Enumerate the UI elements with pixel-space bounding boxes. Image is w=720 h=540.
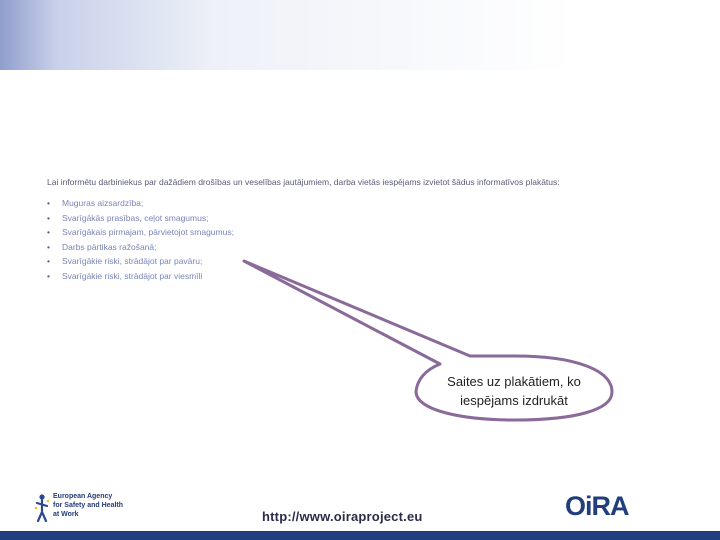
poster-link-food-production[interactable]: Darbs pārtikas ražošanā;	[62, 241, 157, 252]
poster-link-item[interactable]: • Svarīgākās prasības, ceļot smagumus;	[47, 212, 209, 223]
callout-line-2: iespējams izdrukāt	[460, 393, 568, 408]
eu-osha-figure-icon	[33, 493, 51, 523]
callout-line-1: Saites uz plakātiem, ko	[447, 374, 581, 389]
eu-osha-logo	[33, 491, 123, 525]
intro-text: Lai informētu darbiniekus par dažādiem drošības un veselības jautājumiem, darba vietās iespējams izvietot šādus informatīvos plakātus:	[47, 177, 560, 187]
callout-text	[423, 372, 605, 410]
poster-link-lifting-requirements[interactable]: Svarīgākās prasības, ceļot smagumus;	[62, 212, 209, 223]
oira-website-link[interactable]: http://www.oiraproject.eu	[262, 509, 423, 524]
poster-link-cook-risks[interactable]: Svarīgākie riski, strādājot par pavāru;	[62, 256, 203, 266]
eu-osha-name: European Agency for Safety and Health at Work	[53, 493, 124, 518]
poster-link-back-protection[interactable]: Muguras aizsardzība;	[62, 198, 144, 208]
poster-link-moving-loads[interactable]: Svarīgākais pirmajam, pārvietojot smagumus;	[62, 227, 234, 237]
poster-link-item[interactable]: • Svarīgākie riski, strādājot par pavāru;	[47, 256, 203, 266]
poster-link-item[interactable]: • Svarīgākie riski, strādājot par viesmīli	[47, 270, 203, 281]
poster-link-item[interactable]: • Darbs pārtikas ražošanā;	[47, 241, 157, 252]
poster-link-waiter-risks[interactable]: Svarīgākie riski, strādājot par viesmīli	[62, 270, 203, 281]
footer-bar	[0, 531, 720, 540]
poster-link-item[interactable]: • Svarīgākais pirmajam, pārvietojot smagumus;	[47, 227, 234, 237]
oira-logo: OiRA	[565, 491, 629, 521]
poster-link-item[interactable]: • Muguras aizsardzība;	[47, 198, 144, 208]
